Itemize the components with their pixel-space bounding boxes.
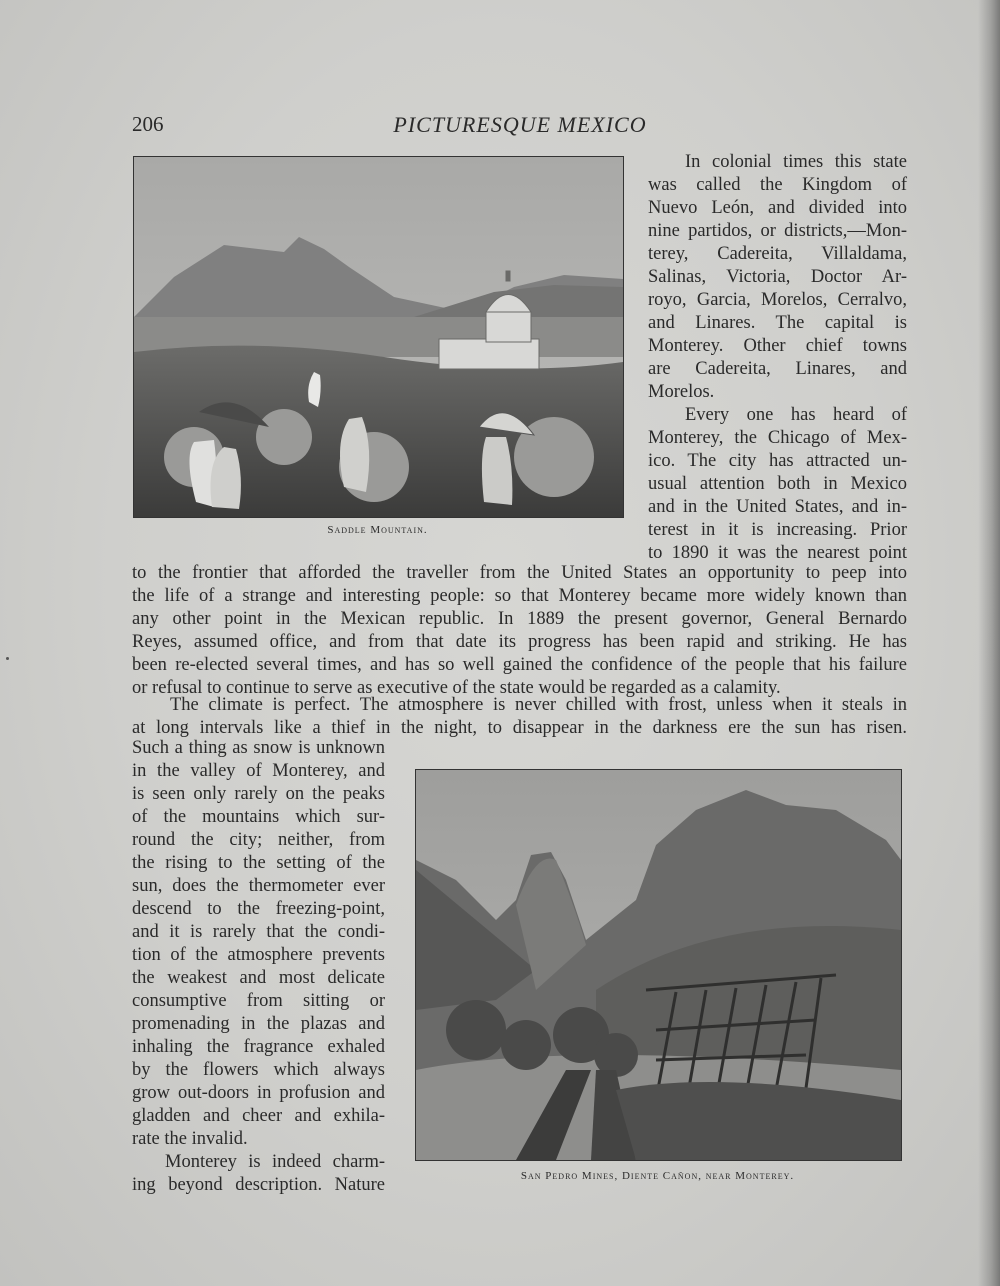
text-line: are Cadereita, Linares, and: [648, 359, 907, 379]
text-line: the life of a strange and interesting people: so that Monterey became more widely known than: [132, 586, 907, 606]
page-number: 206: [132, 112, 164, 136]
text-line: Monterey. Other chief towns: [648, 336, 907, 356]
text-line: royo, Garcia, Morelos, Cerralvo,: [648, 290, 907, 310]
text-line: or refusal to continue to serve as executive of the state would be regarded as a calamity.: [132, 678, 781, 698]
text-line: Such a thing as snow is unknown: [132, 738, 385, 758]
text-line: inhaling the fragrance exhaled: [132, 1037, 385, 1057]
text-line: the rising to the setting of the: [132, 853, 385, 873]
text-line: descend to the freezing-point,: [132, 899, 385, 919]
running-title: PICTURESQUE MEXICO: [393, 112, 647, 137]
text-line: Monterey, the Chicago of Mex-: [648, 428, 907, 448]
ink-speck: [6, 657, 9, 660]
text-line: Nuevo León, and divided into: [648, 198, 907, 218]
text-line: rate the invalid.: [132, 1129, 248, 1149]
text-line: the weakest and most delicate: [132, 968, 385, 988]
figure-caption-san-pedro-mines: San Pedro Mines, Diente Cañon, near Monterey.: [520, 1170, 795, 1182]
text-line: Monterey is indeed charm-: [165, 1152, 385, 1172]
text-line: ico. The city has attracted un-: [648, 451, 907, 471]
text-line: of the mountains which sur-: [132, 807, 385, 827]
text-line: grow out-doors in profusion and: [132, 1083, 385, 1103]
text-line: at long intervals like a thief in the night, to disappear in the darkness ere the sun has risen.: [132, 718, 907, 738]
text-line: ing beyond description. Nature: [132, 1175, 385, 1195]
san-pedro-mines-photo: [415, 769, 902, 1161]
text-line: in the valley of Monterey, and: [132, 761, 385, 781]
text-line: to 1890 it was the nearest point: [648, 543, 907, 563]
text-line: was called the Kingdom of: [648, 175, 907, 195]
page-edge-shadow: [978, 0, 1000, 1286]
text-line: gladden and cheer and exhila-: [132, 1106, 385, 1126]
text-line: In colonial times this state: [685, 152, 907, 172]
text-line: The climate is perfect. The atmosphere is never chilled with frost, unless when it steals in: [170, 695, 907, 715]
figure-caption-saddle-mountain: Saddle Mountain.: [327, 524, 428, 536]
text-line: Morelos.: [648, 382, 715, 402]
text-line: Salinas, Victoria, Doctor Ar-: [648, 267, 907, 287]
text-line: been re-elected several times, and has so well gained the confidence of the people that his failure: [132, 655, 907, 675]
text-line: Every one has heard of: [685, 405, 907, 425]
saddle-mountain-photo: [133, 156, 624, 518]
text-line: terey, Cadereita, Villaldama,: [648, 244, 907, 264]
text-line: consumptive from sitting or: [132, 991, 385, 1011]
text-line: terest in it is increasing. Prior: [648, 520, 907, 540]
text-line: sun, does the thermometer ever: [132, 876, 385, 896]
text-line: usual attention both in Mexico: [648, 474, 907, 494]
text-line: is seen only rarely on the peaks: [132, 784, 385, 804]
text-line: by the flowers which always: [132, 1060, 385, 1080]
text-line: round the city; neither, from: [132, 830, 385, 850]
text-line: and in the United States, and in-: [648, 497, 907, 517]
text-line: and it is rarely that the condi-: [132, 922, 385, 942]
text-line: to the frontier that afforded the traveller from the United States an opportunity to peep into: [132, 563, 907, 583]
text-line: tion of the atmosphere prevents: [132, 945, 385, 965]
text-line: and Linares. The capital is: [648, 313, 907, 333]
text-line: any other point in the Mexican republic. In 1889 the present governor, General Bernardo: [132, 609, 907, 629]
text-line: nine partidos, or districts,—Mon-: [648, 221, 907, 241]
text-line: Reyes, assumed office, and from that date its progress has been rapid and striking. He has: [132, 632, 907, 652]
text-line: promenading in the plazas and: [132, 1014, 385, 1034]
